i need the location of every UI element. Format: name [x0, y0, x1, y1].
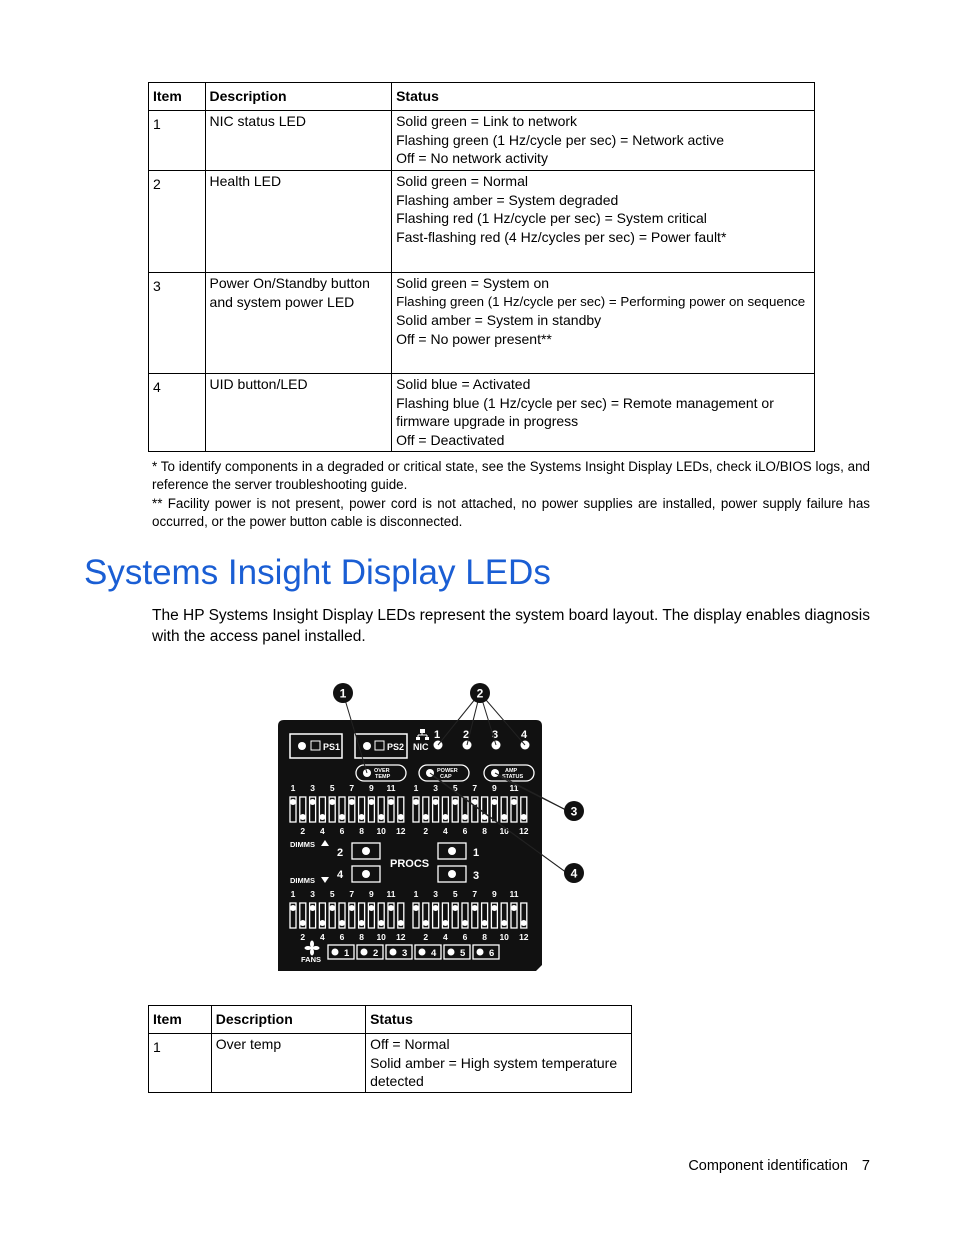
- svg-text:STATUS: STATUS: [502, 774, 524, 780]
- dimm-number: 10: [499, 932, 509, 942]
- header-description: Description: [211, 1006, 365, 1034]
- row-status: Solid blue = Activated Flashing blue (1 Hz/cycle per sec) = Remote management or firmware upgrade in progress Off = Deactivated: [392, 374, 815, 452]
- dimm-number: 5: [329, 783, 335, 793]
- dimm-number: 10: [376, 932, 386, 942]
- dimm-number: 1: [413, 889, 419, 899]
- fan-number: 4: [431, 948, 437, 959]
- table-header-row: [149, 83, 815, 111]
- row-status: Off = Normal Solid amber = High system temperature detected: [366, 1034, 632, 1093]
- table-footnotes: [152, 458, 870, 531]
- dimm-number: 11: [386, 783, 396, 793]
- svg-text:4: 4: [521, 729, 528, 741]
- svg-text:2: 2: [463, 729, 470, 741]
- svg-text:TEMP: TEMP: [375, 774, 391, 780]
- dimm-number: 2: [423, 932, 429, 942]
- row-description: Power On/Standby button and system power LED: [205, 273, 392, 374]
- dimm-number: 9: [492, 889, 497, 899]
- dimm-number: 9: [369, 783, 374, 793]
- dimm-number: 4: [320, 932, 325, 942]
- dimm-number: 8: [482, 826, 487, 836]
- table-header-row: [149, 1006, 632, 1034]
- row-description: UID button/LED: [205, 374, 392, 452]
- row-status: Solid green = System on Flashing green (1 Hz/cycle per sec) = Performing power on sequence Solid amber = System in standby Off = No power present**: [392, 273, 815, 374]
- footer-section-name: Component identification: [688, 1158, 848, 1174]
- svg-text:AMP: AMP: [505, 768, 518, 774]
- svg-text:FANS: FANS: [301, 955, 322, 964]
- dimm-number: 6: [462, 826, 468, 836]
- dimm-number: 6: [339, 932, 345, 942]
- footnote-double-asterisk: ** Facility power is not present, power cord is not attached, no power supplies are installed, power supply failure has occurred, or the power button cable is disconnected.: [152, 495, 870, 529]
- dimm-number: 12: [519, 932, 529, 942]
- dimm-number: 1: [413, 783, 419, 793]
- table-row: [149, 111, 815, 171]
- dimm-number: 7: [472, 783, 478, 793]
- page-footer: [688, 1158, 870, 1174]
- svg-text:CAP: CAP: [440, 774, 452, 780]
- dimm-number: 7: [349, 889, 355, 899]
- dimm-number: 1: [290, 783, 296, 793]
- page-number: 7: [861, 1158, 870, 1174]
- dimm-number: 2: [300, 932, 306, 942]
- dimm-number: 2: [423, 826, 429, 836]
- header-status: Status: [392, 83, 815, 111]
- table-row: [149, 1034, 632, 1093]
- dimm-number: 12: [519, 826, 529, 836]
- row-item: 3: [149, 273, 206, 374]
- table-row: [149, 171, 815, 273]
- row-item: 4: [149, 374, 206, 452]
- table-row: [149, 273, 815, 374]
- header-description: Description: [205, 83, 392, 111]
- svg-text:3: 3: [492, 729, 499, 741]
- dimm-number: 6: [462, 932, 468, 942]
- footnote-single-asterisk: * To identify components in a degraded or critical state, see the Systems Insight Display LEDs, check iLO/BIOS logs, and reference the server troubleshooting guide.: [152, 459, 870, 493]
- dimm-number: 10: [499, 826, 509, 836]
- callout-2: [470, 683, 490, 703]
- dimm-number: 4: [443, 826, 448, 836]
- callout-3: [564, 801, 584, 821]
- dimm-number: 8: [359, 826, 364, 836]
- fan-number: 1: [344, 948, 350, 959]
- section-title: Systems Insight Display LEDs: [84, 553, 551, 592]
- dimm-number: 8: [359, 932, 364, 942]
- header-status: Status: [366, 1006, 632, 1034]
- svg-text:4: 4: [570, 866, 578, 881]
- fan-number: 5: [460, 948, 466, 959]
- row-item: 1: [149, 111, 206, 171]
- dimm-number: 2: [300, 826, 306, 836]
- fan-number: 2: [373, 948, 379, 959]
- dimm-number: 4: [443, 932, 448, 942]
- dimm-number: 7: [472, 889, 478, 899]
- dimm-number: 7: [349, 783, 355, 793]
- svg-text:2: 2: [337, 847, 344, 859]
- dimm-number: 9: [369, 889, 374, 899]
- dimm-number: 8: [482, 932, 487, 942]
- fan-number: 3: [402, 948, 408, 959]
- svg-text:2: 2: [476, 686, 484, 701]
- dimm-number: 9: [492, 783, 497, 793]
- dimm-number: 11: [509, 783, 519, 793]
- dimm-number: 11: [386, 889, 396, 899]
- sid-led-table: [148, 1005, 632, 1093]
- svg-text:4: 4: [337, 869, 344, 881]
- dimm-number: 12: [396, 932, 406, 942]
- svg-text:1: 1: [434, 729, 441, 741]
- dimm-number: 5: [452, 889, 458, 899]
- svg-text:DIMMS: DIMMS: [290, 876, 315, 885]
- dimm-number: 3: [433, 889, 438, 899]
- header-item: Item: [149, 1006, 212, 1034]
- table-row: [149, 374, 815, 452]
- dimm-number: 1: [290, 889, 296, 899]
- callout-1: [333, 683, 353, 703]
- dimm-number: 12: [396, 826, 406, 836]
- dimm-number: 11: [509, 889, 519, 899]
- row-item: 2: [149, 171, 206, 273]
- svg-text:3: 3: [570, 804, 578, 819]
- svg-text:1: 1: [339, 686, 347, 701]
- row-status: Solid green = Link to network Flashing green (1 Hz/cycle per sec) = Network active Off = No network activity: [392, 111, 815, 171]
- svg-text:1: 1: [473, 847, 480, 859]
- callout-4: [564, 863, 584, 883]
- row-status: Solid green = Normal Flashing amber = System degraded Flashing red (1 Hz/cycle per sec) = System critical Fast-flashing red (4 Hz/cycles per sec) = Power fault*: [392, 171, 815, 273]
- row-description: NIC status LED: [205, 111, 392, 171]
- svg-text:PS1: PS1: [323, 742, 341, 752]
- svg-text:PROCS: PROCS: [390, 858, 430, 870]
- row-description: Over temp: [211, 1034, 365, 1093]
- led-status-table: [148, 82, 815, 452]
- row-description: Health LED: [205, 171, 392, 273]
- svg-text:OVER: OVER: [374, 768, 390, 774]
- dimm-number: 3: [433, 783, 438, 793]
- dimm-number: 3: [310, 783, 315, 793]
- header-item: Item: [149, 83, 206, 111]
- systems-insight-display-figure: [270, 675, 600, 980]
- svg-text:PS2: PS2: [387, 742, 405, 752]
- dimm-number: 10: [376, 826, 386, 836]
- dimm-number: 3: [310, 889, 315, 899]
- dimm-number: 6: [339, 826, 345, 836]
- svg-text:NIC: NIC: [413, 742, 429, 752]
- svg-text:POWER: POWER: [437, 768, 458, 774]
- dimm-number: 5: [329, 889, 335, 899]
- dimm-number: 5: [452, 783, 458, 793]
- intro-paragraph: The HP Systems Insight Display LEDs represent the system board layout. The display enables diagnosis with the access panel installed.: [152, 607, 870, 645]
- row-item: 1: [149, 1034, 212, 1093]
- fan-number: 6: [489, 948, 495, 959]
- svg-text:3: 3: [473, 870, 480, 882]
- svg-text:DIMMS: DIMMS: [290, 840, 315, 849]
- dimm-number: 4: [320, 826, 325, 836]
